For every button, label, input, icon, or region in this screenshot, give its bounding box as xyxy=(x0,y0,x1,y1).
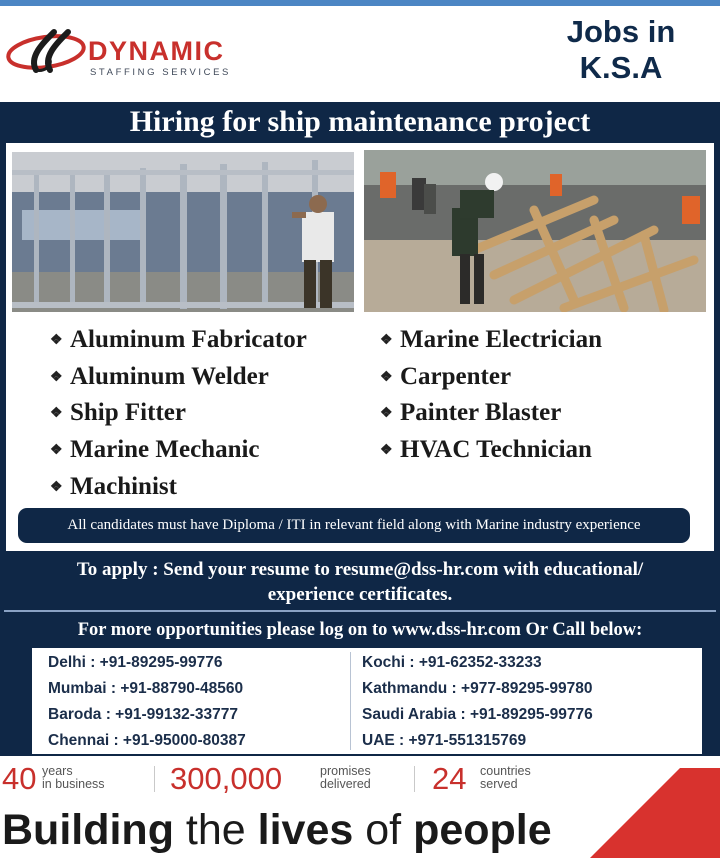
stat-label-line: countries xyxy=(480,764,531,778)
slogan-word: lives xyxy=(257,806,354,854)
jobs-title-line1: Jobs in xyxy=(566,14,676,49)
header xyxy=(0,6,720,102)
list-item xyxy=(50,395,307,432)
slogan-word: people xyxy=(413,806,552,854)
list-item xyxy=(50,469,307,506)
contact-numbers-box xyxy=(32,648,702,754)
hiring-headline: Hiring for ship maintenance project xyxy=(129,105,591,138)
aluminum-partition-worker-photo xyxy=(12,152,354,312)
slogan-word: the xyxy=(185,806,246,854)
brand-slogan xyxy=(2,804,552,856)
jobs-title-line2: K.S.A xyxy=(579,50,663,85)
company-stats-footer xyxy=(0,756,720,858)
list-item xyxy=(380,395,602,432)
bullet-diamond-icon: ❖ xyxy=(380,369,393,385)
contact-item-kochi: Kochi : +91-62352-33233 xyxy=(362,654,542,671)
bullet-diamond-icon: ❖ xyxy=(380,406,393,422)
job-title: Marine Electrician xyxy=(400,326,603,353)
stat-label-countries xyxy=(480,765,531,790)
contact-item-chennai: Chennai : +91-95000-80387 xyxy=(48,732,246,749)
list-item xyxy=(380,322,602,359)
stat-separator xyxy=(154,766,155,792)
job-title: Marine Mechanic xyxy=(70,436,260,464)
jobs-location-title xyxy=(540,14,702,86)
contacts-divider xyxy=(350,652,351,750)
more-opportunities-text: For more opportunities please log on to www.dss-hr.com Or Call below: xyxy=(77,620,643,640)
stat-label-line: delivered xyxy=(320,776,371,791)
contact-item-delhi: Delhi : +91-89295-99776 xyxy=(48,654,223,671)
job-title: Ship Fitter xyxy=(70,399,186,427)
job-title: HVAC Technician xyxy=(400,436,592,464)
bullet-diamond-icon: ❖ xyxy=(50,332,63,348)
brand-tagline: STAFFING SERVICES xyxy=(90,67,231,78)
stat-label-line: promises xyxy=(320,764,371,778)
apply-line2: experience certificates. xyxy=(267,584,453,605)
stat-value-years: 40 xyxy=(2,761,37,796)
list-item xyxy=(50,322,307,359)
slogan-word: of xyxy=(365,806,402,854)
bullet-diamond-icon: ❖ xyxy=(50,479,63,495)
stat-value-countries: 24 xyxy=(432,761,467,796)
job-title: Aluminum Fabricator xyxy=(70,326,307,353)
dynamic-logo-icon xyxy=(6,26,88,78)
job-list-right xyxy=(380,322,602,469)
contact-item-kathmandu: Kathmandu : +977-89295-99780 xyxy=(362,680,593,697)
list-item xyxy=(380,359,602,396)
brand-name: DYNAMIC xyxy=(88,36,225,66)
requirement-banner: All candidates must have Diploma / ITI in relevant field along with Marine industry experience xyxy=(18,508,690,543)
stat-label-promises xyxy=(320,765,371,790)
bullet-diamond-icon: ❖ xyxy=(50,369,63,385)
bullet-diamond-icon: ❖ xyxy=(380,332,393,348)
contact-item-mumbai: Mumbai : +91-88790-48560 xyxy=(48,680,244,697)
job-list-left xyxy=(50,322,307,505)
contact-item-saudi-arabia: Saudi Arabia : +91-89295-99776 xyxy=(362,706,593,723)
list-item xyxy=(380,432,602,469)
list-item xyxy=(50,432,307,469)
bullet-diamond-icon: ❖ xyxy=(50,442,63,458)
contact-item-baroda: Baroda : +91-99132-33777 xyxy=(48,706,238,723)
job-title: Carpenter xyxy=(400,362,512,390)
stat-separator xyxy=(414,766,415,792)
bullet-diamond-icon: ❖ xyxy=(50,406,63,422)
carpentry-workers-photo xyxy=(364,150,706,312)
job-title: Aluminum Welder xyxy=(70,362,269,390)
section-divider xyxy=(4,610,716,612)
stat-label-line: in business xyxy=(42,776,105,791)
stat-value-promises: 300,000 xyxy=(170,761,283,796)
list-item xyxy=(50,359,307,396)
bullet-diamond-icon: ❖ xyxy=(380,442,393,458)
stat-label-years xyxy=(42,765,105,790)
apply-instructions xyxy=(0,557,720,607)
contacts-left-column xyxy=(48,650,246,754)
contacts-right-column xyxy=(362,650,593,754)
contact-item-uae: UAE : +971-551315769 xyxy=(362,732,527,749)
stat-label-line: served xyxy=(480,776,518,791)
job-title: Painter Blaster xyxy=(400,399,562,427)
job-title: Machinist xyxy=(70,472,177,500)
stat-label-line: years xyxy=(42,764,73,778)
apply-line1: To apply : Send your resume to resume@dss-hr.com with educational/ xyxy=(76,559,644,580)
slogan-word: Building xyxy=(2,806,174,854)
